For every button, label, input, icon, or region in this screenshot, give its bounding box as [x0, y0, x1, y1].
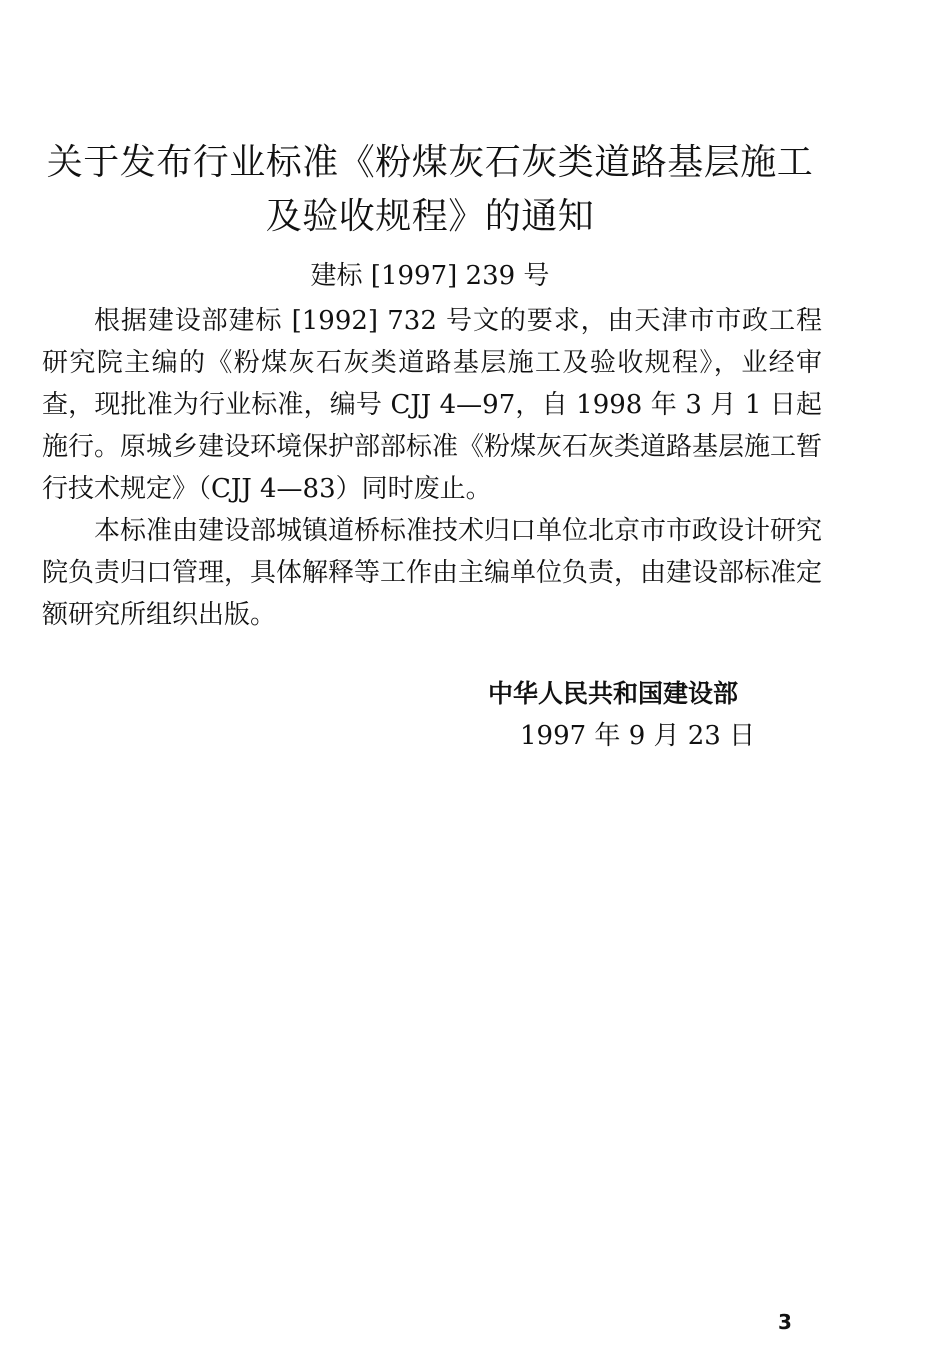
- notice-body: [42, 300, 822, 636]
- paragraph-approval: 根据建设部建标 [1992] 732 号文的要求，由天津市市政工程研究院主编的《粉煤灰石灰类道路基层施工及验收规程》，业经审查，现批准为行业标准，编号 CJJ 4—97，自 1998 年 3 月 1 日起施行。原城乡建设环境保护部部标准《粉煤灰石灰类道路基层施工暂行技术规定》（CJJ 4—83）同时废止。: [42, 306, 823, 504]
- notice-title-line-1: 关于发布行业标准《粉煤灰石灰类道路基层施工: [46, 142, 814, 183]
- issue-date: 1997 年 9 月 23 日: [520, 721, 756, 751]
- document-number: 建标 [1997] 239 号: [310, 261, 550, 291]
- page-number: 3: [778, 1310, 792, 1334]
- paragraph-management: 本标准由建设部城镇道桥标准技术归口单位北京市市政设计研究院负责归口管理，具体解释等工作由主编单位负责，由建设部标准定额研究所组织出版。: [42, 516, 823, 630]
- notice-title-line-2: 及验收规程》的通知: [265, 196, 595, 237]
- issuing-authority: 中华人民共和国建设部: [488, 679, 739, 708]
- notice-title: [40, 136, 820, 244]
